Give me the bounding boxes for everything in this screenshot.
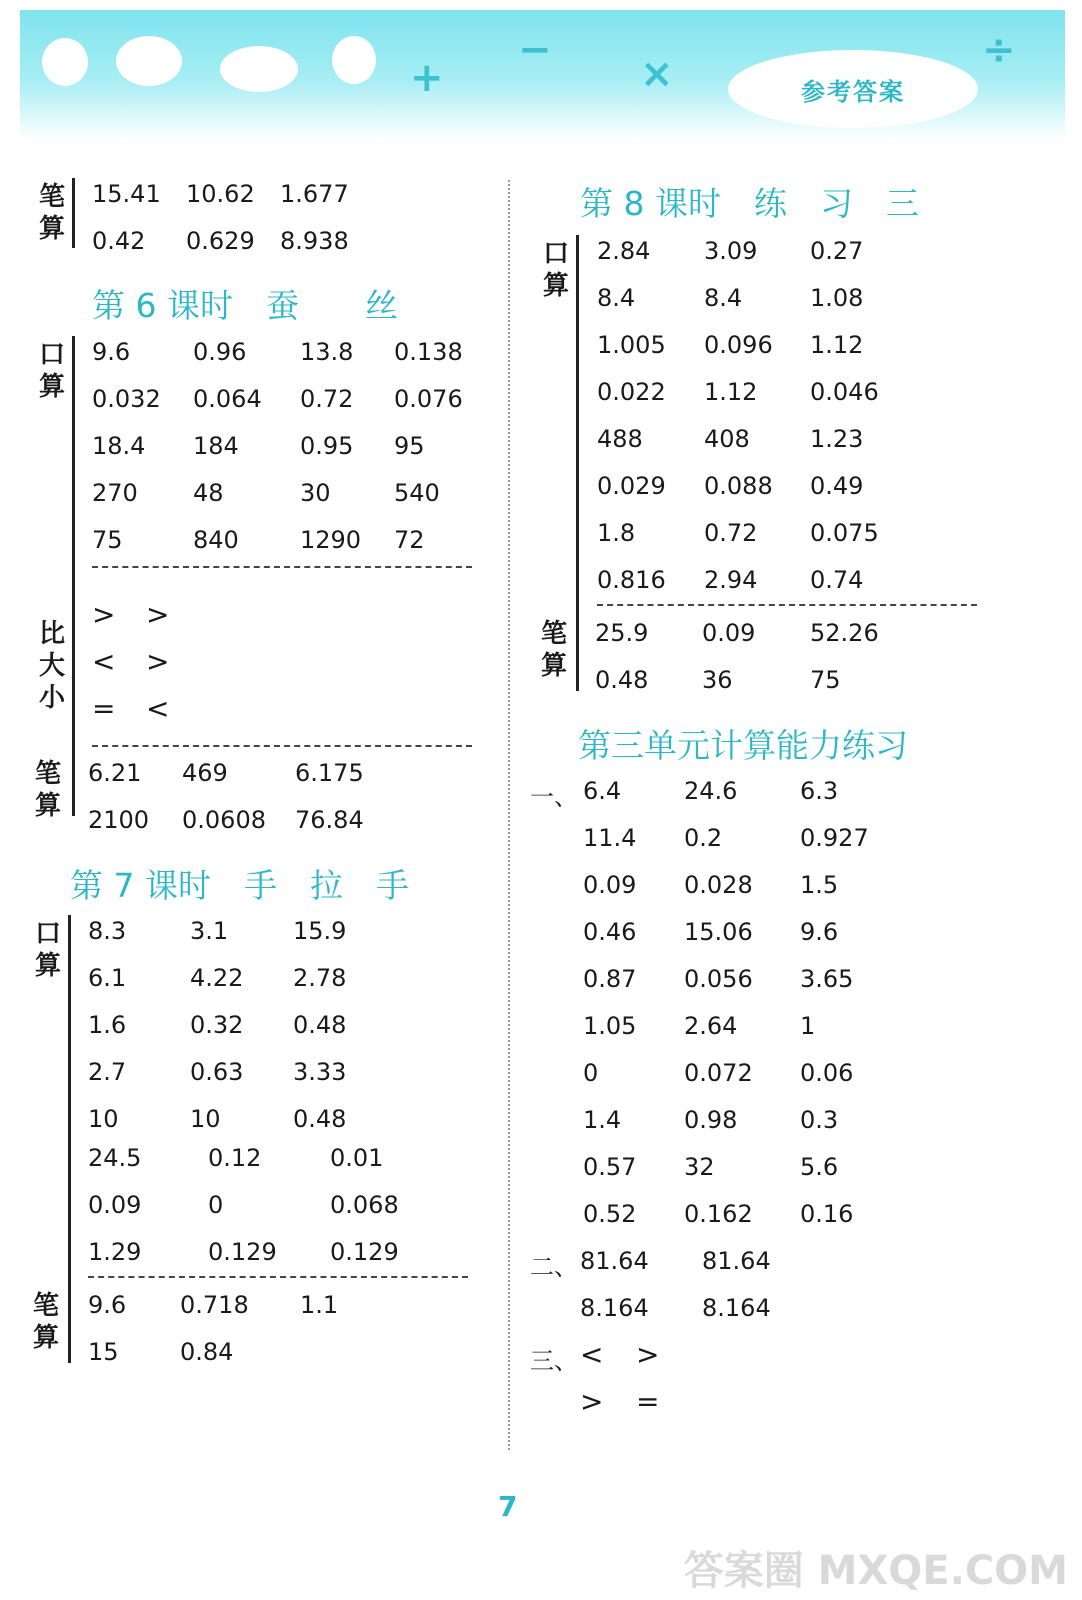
cloud-decoration	[116, 36, 182, 86]
section-bracket	[72, 336, 75, 816]
page-number: 7	[498, 1490, 518, 1523]
part-label: 二、	[530, 1253, 578, 1281]
section-bracket	[68, 915, 71, 1363]
divide-icon: ÷	[982, 27, 1016, 73]
times-icon: ×	[640, 51, 674, 97]
part-label: 三、	[530, 1347, 578, 1375]
section-bracket	[72, 178, 75, 248]
section-label: 口算	[38, 340, 65, 402]
sun-decoration	[332, 36, 376, 84]
section-divider	[92, 566, 472, 568]
section-divider	[92, 745, 472, 747]
lesson-title: 第 6 课时 蚕 丝	[92, 286, 398, 325]
section-label: 笔算	[34, 759, 61, 821]
section-bracket	[576, 235, 579, 691]
unit-title: 第三单元计算能力练习	[578, 726, 908, 765]
cloud-decoration	[42, 38, 88, 86]
header-title: 参考答案	[801, 77, 905, 106]
header-title-badge	[728, 50, 978, 128]
plus-icon: +	[410, 55, 444, 101]
minus-icon: −	[518, 27, 552, 73]
section-label: 笔算	[540, 619, 567, 681]
section-label: 笔算	[38, 182, 65, 244]
part-label: 一、	[530, 783, 578, 811]
section-label: 口算	[34, 919, 61, 981]
section-label: 笔算	[32, 1291, 59, 1353]
lesson-title: 第 7 课时 手 拉 手	[70, 866, 409, 905]
section-label: 比大小	[38, 619, 65, 713]
cloud-decoration	[220, 46, 298, 92]
lesson-title: 第 8 课时 练 习 三	[580, 184, 919, 223]
section-divider	[597, 604, 977, 606]
watermark: 答案圈 MXQE.COM	[683, 1548, 1068, 1594]
section-divider	[88, 1276, 468, 1278]
section-label: 口算	[542, 239, 569, 301]
column-divider	[508, 180, 510, 1450]
